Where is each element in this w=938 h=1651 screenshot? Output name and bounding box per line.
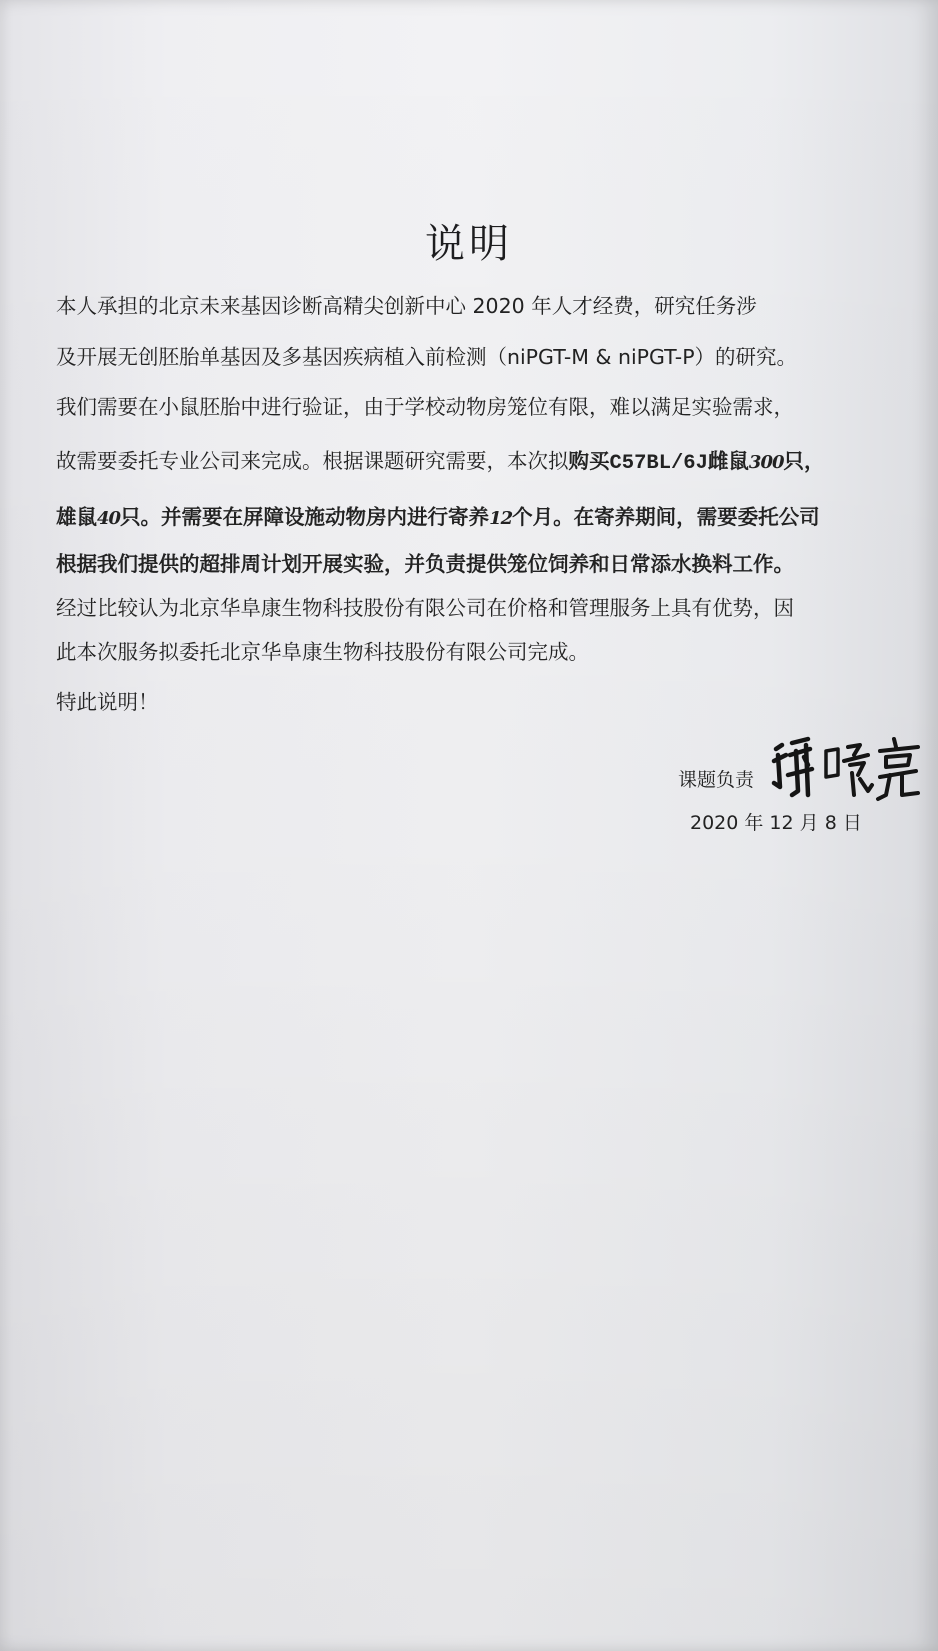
signature-label: 课题负责 [678, 769, 755, 791]
document-date: 2020 年 12 月 8 日 [690, 812, 862, 834]
line-5-text-a: 只。并需要在屏障设施动物房内进行寄养 [120, 505, 490, 529]
handwritten-female-mice: 雌鼠 [707, 449, 749, 473]
paragraph-line-6: 根据我们提供的超排周计划开展实验，并负责提供笼位饲养和日常添水换料工作。 [56, 552, 794, 576]
paragraph-line-8: 此本次服务拟委托北京华阜康生物科技股份有限公司完成。 [56, 640, 589, 664]
document-title: 说明 [425, 221, 513, 267]
handwritten-female-count: 300 [748, 452, 784, 473]
closing-remark: 特此说明！ [56, 690, 159, 714]
paragraph-line-7: 经过比较认为北京华阜康生物科技股份有限公司在价格和管理服务上具有优势，因 [56, 596, 794, 620]
mouse-strain: C57BL/6J [609, 452, 708, 475]
line-4-text: 故需要委托专业公司来完成。根据课题研究需要，本次拟 [56, 449, 569, 473]
handwritten-male-mice: 雄鼠 [56, 505, 97, 529]
handwritten-male-count: 40 [97, 508, 121, 529]
paragraph-line-2: 及开展无创胚胎单基因及多基因疾病植入前检测（niPGT-M & niPGT-P）的研究。 [56, 345, 798, 369]
paragraph-line-1: 本人承担的北京未来基因诊断高精尖创新中心 2020 年人才经费，研究任务涉 [56, 294, 757, 318]
paragraph-line-5 [56, 503, 856, 533]
handwritten-months: 12 [489, 508, 513, 529]
paragraph-line-4 [56, 447, 856, 478]
handwritten-purchase: 购买 [568, 449, 610, 473]
handwritten-signature [768, 735, 923, 805]
line-5-text-b: 个月。在寄养期间，需要委托公司 [512, 505, 820, 529]
paragraph-line-3: 我们需要在小鼠胚胎中进行验证，由于学校动物房笼位有限，难以满足实验需求， [56, 395, 794, 419]
handwritten-unit-1: 只， [783, 449, 825, 473]
